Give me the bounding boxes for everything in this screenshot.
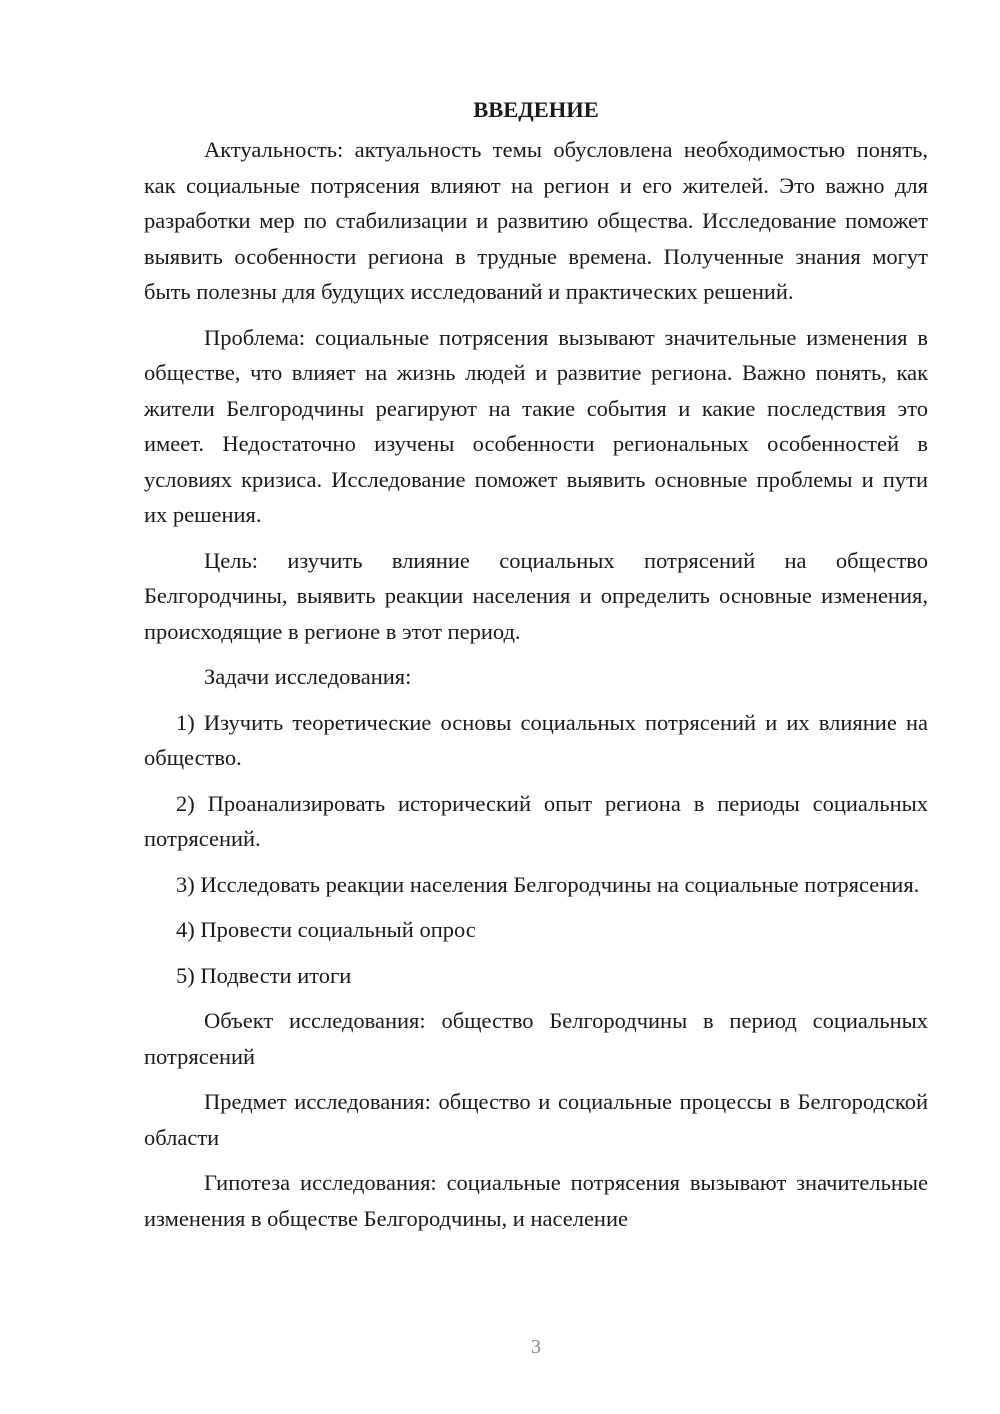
task-item-3: 3) Исследовать реакции населения Белгородчины на социальные потрясения. xyxy=(176,871,920,897)
paragraph-object: Объект исследования: общество Белгородчины в период социальных потрясений xyxy=(144,1008,928,1069)
paragraph-goal: Цель: изучить влияние социальных потрясений на общество Белгородчины, выявить реакции населения и определить основные изменения, происходящие в регионе в этот период. xyxy=(144,547,928,644)
paragraph-tasks-title: Задачи исследования: xyxy=(204,664,412,689)
section-heading: ВВЕДЕНИЕ xyxy=(473,97,599,122)
paragraph-hypothesis: Гипотеза исследования: социальные потрясения вызывают значительные изменения в обществе Белгородчины, и население xyxy=(144,1170,928,1231)
task-item-4: 4) Провести социальный опрос xyxy=(176,917,476,942)
paragraph-subject: Предмет исследования: общество и социальные процессы в Белгородской области xyxy=(144,1089,928,1150)
page-content xyxy=(144,92,928,1236)
task-item-2: 2) Проанализировать исторический опыт региона в периоды социальных потрясений. xyxy=(144,790,928,851)
paragraph-problem: Проблема: социальные потрясения вызывают значительные изменения в обществе, что влияет на жизнь людей и развитие региона. Важно понять, как жители Белгородчины реагируют на такие события и какие последствия это имеет. Недостаточно изучены особенности региональных особенностей в условиях кризиса. Исследование поможет выявить основные проблемы и пути их решения. xyxy=(144,324,928,527)
page-number: 3 xyxy=(531,1336,541,1358)
task-item-5: 5) Подвести итоги xyxy=(176,962,352,988)
task-item-1: 1) Изучить теоретические основы социальных потрясений и их влияние на общество. xyxy=(144,709,928,770)
paragraph-relevance: Актуальность: актуальность темы обусловлена необходимостью понять, как социальные потрясения влияют на регион и его жителей. Это важно для разработки мер по стабилизации и развитию общества. Исследование поможет выявить особенности региона в трудные времена. Полученные знания могут быть полезны для будущих исследований и практических решений. xyxy=(144,137,928,304)
